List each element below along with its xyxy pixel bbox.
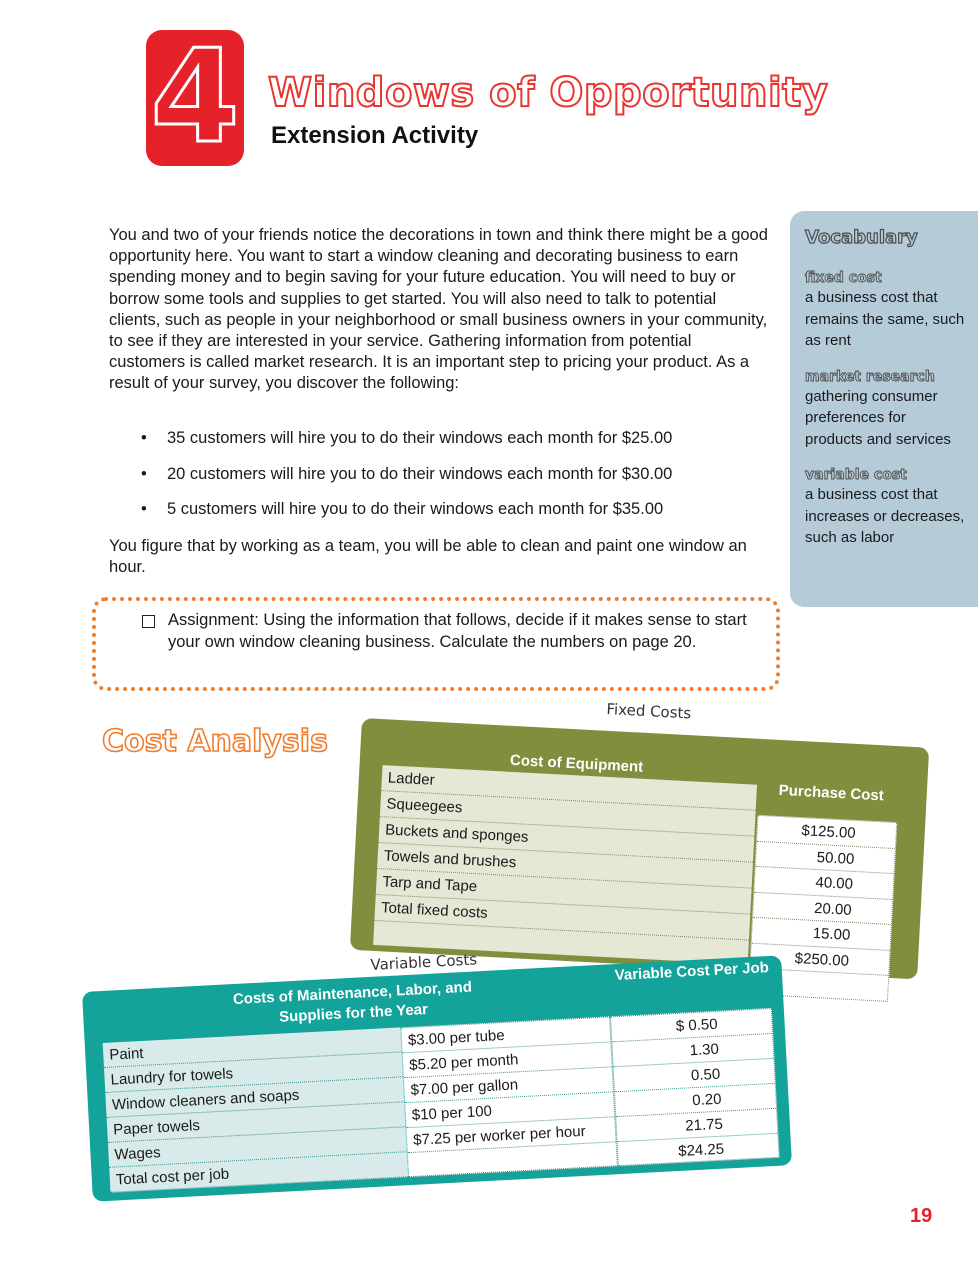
table-cell: $125.00	[757, 816, 896, 849]
list-item: • 20 customers will hire you to do their windows each month for $30.00	[141, 464, 761, 500]
list-item: • 35 customers will hire you to do their windows each month for $25.00	[141, 428, 761, 464]
variable-items-column	[103, 1027, 408, 1192]
table-cell: $24.25	[618, 1134, 779, 1167]
assignment-text: Assignment: Using the information that follows, decide if it makes sense to start your own window cleaning business. Calculate the numbers on page 20.	[168, 611, 747, 651]
intro-paragraph: You and two of your friends notice the decorations in town and think there might be a good opportunity here. You want to start a window cleaning and decorating business to earn spending money and to begin saving for your future education. You will need to buy or borrow some tools and supplies to get started. You will also need to talk to potential clients, such as people in your neighborhood or small business owners in your community, to see if they are interested in your service. Gathering information from potential customers is called market research. It is an important step to pricing your product. As a result of your survey, you discover the following:	[109, 226, 768, 393]
table-row: Wages	[108, 1127, 407, 1168]
vocabulary-title: Vocabulary	[805, 227, 918, 248]
table-row: Ladder	[381, 765, 757, 811]
table-row: Buckets and sponges	[378, 817, 754, 863]
page-number: 19	[910, 1205, 933, 1227]
table-cell: 0.20	[615, 1084, 776, 1117]
fixed-costs-table	[350, 718, 929, 979]
table-cell: $5.20 per month	[403, 1042, 612, 1078]
vocab-term-variable-cost: variable cost	[805, 467, 907, 483]
team-note-paragraph: You figure that by working as a team, you will be able to clean and paint one window an hour.	[109, 537, 747, 577]
table-cell: $ 0.50	[611, 1009, 772, 1042]
assignment-box	[92, 597, 780, 691]
variable-col-header-value: Variable Cost Per Job	[614, 959, 770, 985]
fixed-items-column	[373, 765, 757, 964]
table-cell: $3.00 per tube	[401, 1017, 610, 1053]
table-cell: 50.00	[756, 841, 895, 874]
table-cell: 20.00	[753, 892, 892, 925]
table-row: Paper towels	[107, 1102, 406, 1143]
page-title: Windows of Opportunity	[268, 70, 829, 116]
variable-col-header-item: Costs of Maintenance, Labor, and Supplies for the Year	[232, 978, 473, 1026]
table-row: Towels and brushes	[377, 843, 753, 889]
table-row: Paint	[103, 1027, 402, 1068]
table-cell: $10 per 100	[405, 1092, 614, 1128]
table-cell: 0.50	[614, 1059, 775, 1092]
fixed-col-header-item: Cost of Equipment	[509, 751, 644, 776]
table-row: Tarp and Tape	[376, 869, 752, 915]
table-row: Total cost per job	[109, 1152, 408, 1193]
survey-results-list	[141, 428, 761, 535]
table-cell: $7.00 per gallon	[404, 1067, 613, 1103]
variable-costs-label: Variable Costs	[370, 950, 478, 974]
table-cell: 21.75	[616, 1109, 777, 1142]
fixed-costs-label: Fixed Costs	[606, 700, 692, 723]
table-cell: $250.00	[750, 943, 889, 976]
table-row: Total fixed costs	[374, 895, 750, 941]
vocab-term-market-research: market research	[805, 368, 935, 385]
table-row: Squeegees	[380, 791, 756, 837]
table-row: Window cleaners and soaps	[105, 1077, 404, 1118]
variable-values-column	[610, 1008, 780, 1166]
variable-rates-column	[400, 1016, 618, 1177]
chapter-number: 4	[150, 23, 240, 172]
list-item: • 5 customers will hire you to do their windows each month for $35.00	[141, 499, 761, 535]
vocabulary-sidebar	[790, 211, 978, 607]
vocab-def-market-research: gathering consumer preferences for products and services	[805, 387, 951, 448]
vocabulary-list	[805, 269, 965, 565]
vocab-def-variable-cost: a business cost that increases or decreases, such as labor	[805, 486, 965, 546]
variable-costs-table	[82, 955, 792, 1201]
table-cell: $7.25 per worker per hour	[407, 1117, 616, 1153]
table-cell: 15.00	[752, 918, 891, 951]
page-subtitle: Extension Activity	[271, 122, 479, 149]
fixed-col-header-value: Purchase Cost	[778, 781, 885, 805]
vocab-term-fixed-cost: fixed cost	[805, 270, 882, 286]
assignment-checkbox[interactable]	[142, 615, 155, 628]
chapter-badge	[146, 23, 244, 172]
table-cell: 1.30	[612, 1034, 773, 1067]
table-cell: 40.00	[754, 867, 893, 900]
cost-analysis-heading: Cost Analysis	[102, 724, 328, 759]
vocab-def-fixed-cost: a business cost that remains the same, such as rent	[805, 289, 965, 349]
table-row: Laundry for towels	[104, 1052, 403, 1093]
